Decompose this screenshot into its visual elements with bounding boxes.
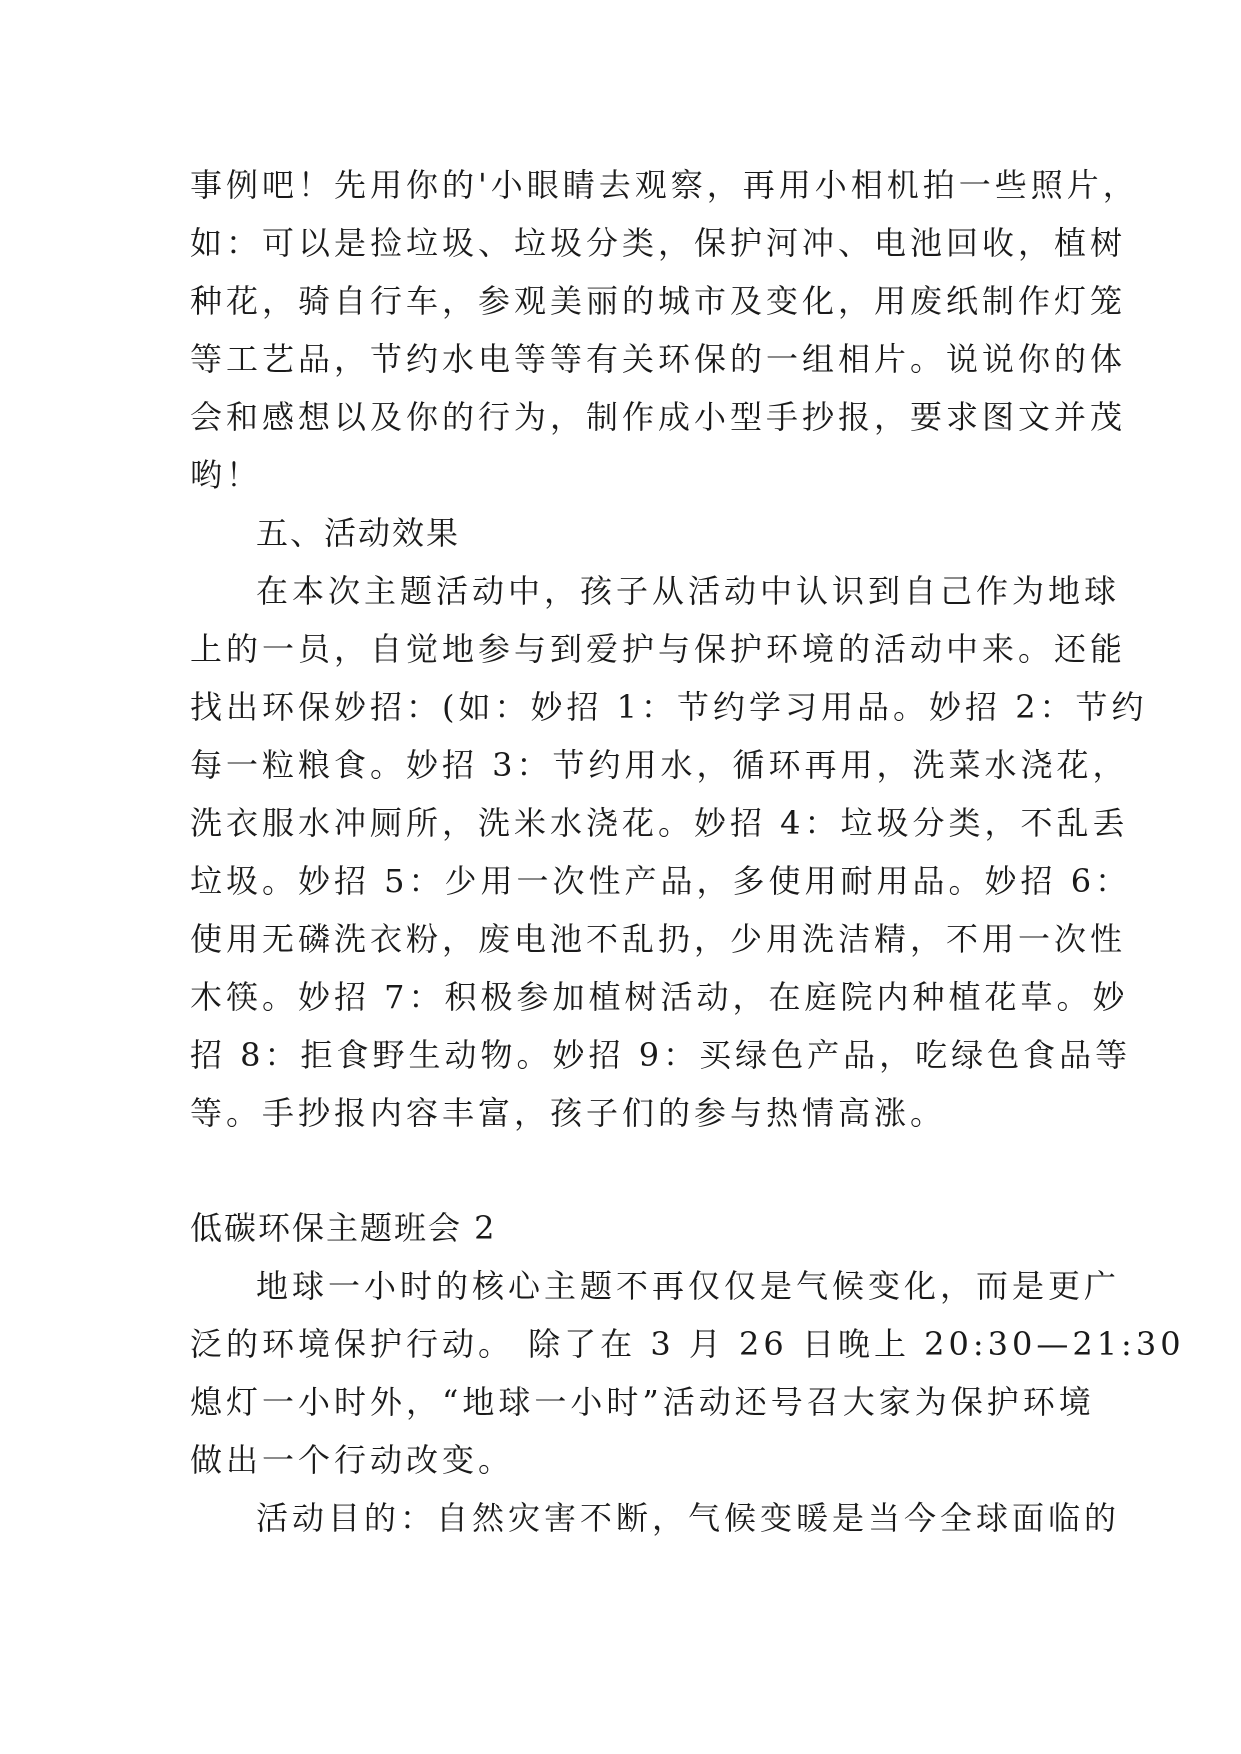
section-title: 低碳环保主题班会 2 <box>190 1209 497 1247</box>
paragraph-line: 上的一员，自觉地参与到爱护与保护环境的活动中来。还能 <box>190 630 1127 668</box>
paragraph-line: 做出一个行动改变。 <box>190 1441 515 1479</box>
paragraph-line: 哟！ <box>190 456 263 494</box>
paragraph-line: 种花，骑自行车，参观美丽的城市及变化，用废纸制作灯笼 <box>190 282 1127 320</box>
paragraph-line: 如：可以是捡垃圾、垃圾分类，保护河冲、电池回收，植树 <box>190 224 1127 262</box>
paragraph-line: 使用无磷洗衣粉，废电池不乱扔，少用洗洁精，不用一次性 <box>190 920 1127 958</box>
paragraph-line: 找出环保妙招：(如：妙招 1：节约学习用品。妙招 2：节约 <box>190 688 1148 726</box>
paragraph-line: 泛的环境保护行动。 除了在 3 月 26 日晚上 20:30—21:30 <box>190 1325 1185 1363</box>
paragraph-line: 等。手抄报内容丰富，孩子们的参与热情高涨。 <box>190 1094 947 1132</box>
paragraph-line: 事例吧！先用你的'小眼睛去观察，再用小相机拍一些照片， <box>190 166 1139 204</box>
section-heading: 五、活动效果 <box>256 514 461 552</box>
paragraph-line: 木筷。妙招 7：积极参加植树活动，在庭院内种植花草。妙 <box>190 978 1129 1016</box>
paragraph-line: 地球一小时的核心主题不再仅仅是气候变化，而是更广 <box>256 1267 1121 1305</box>
paragraph-line: 每一粒粮食。妙招 3：节约用水，循环再用，洗菜水浇花， <box>190 746 1129 784</box>
paragraph-line: 等工艺品，节约水电等等有关环保的一组相片。说说你的体 <box>190 340 1127 378</box>
paragraph-line: 会和感想以及你的行为，制作成小型手抄报，要求图文并茂 <box>190 398 1127 436</box>
paragraph-line: 招 8：拒食野生动物。妙招 9：买绿色产品，吃绿色食品等 <box>190 1036 1132 1074</box>
paragraph-line: 在本次主题活动中，孩子从活动中认识到自己作为地球 <box>256 572 1121 610</box>
paragraph-line: 熄灯一小时外，“地球一小时”活动还号召大家为保护环境 <box>190 1383 1095 1421</box>
paragraph-line: 活动目的：自然灾害不断，气候变暖是当今全球面临的 <box>256 1499 1121 1537</box>
paragraph-line: 垃圾。妙招 5：少用一次性产品，多使用耐用品。妙招 6： <box>190 862 1132 900</box>
paragraph-line: 洗衣服水冲厕所，洗米水浇花。妙招 4：垃圾分类，不乱丢 <box>190 804 1129 842</box>
